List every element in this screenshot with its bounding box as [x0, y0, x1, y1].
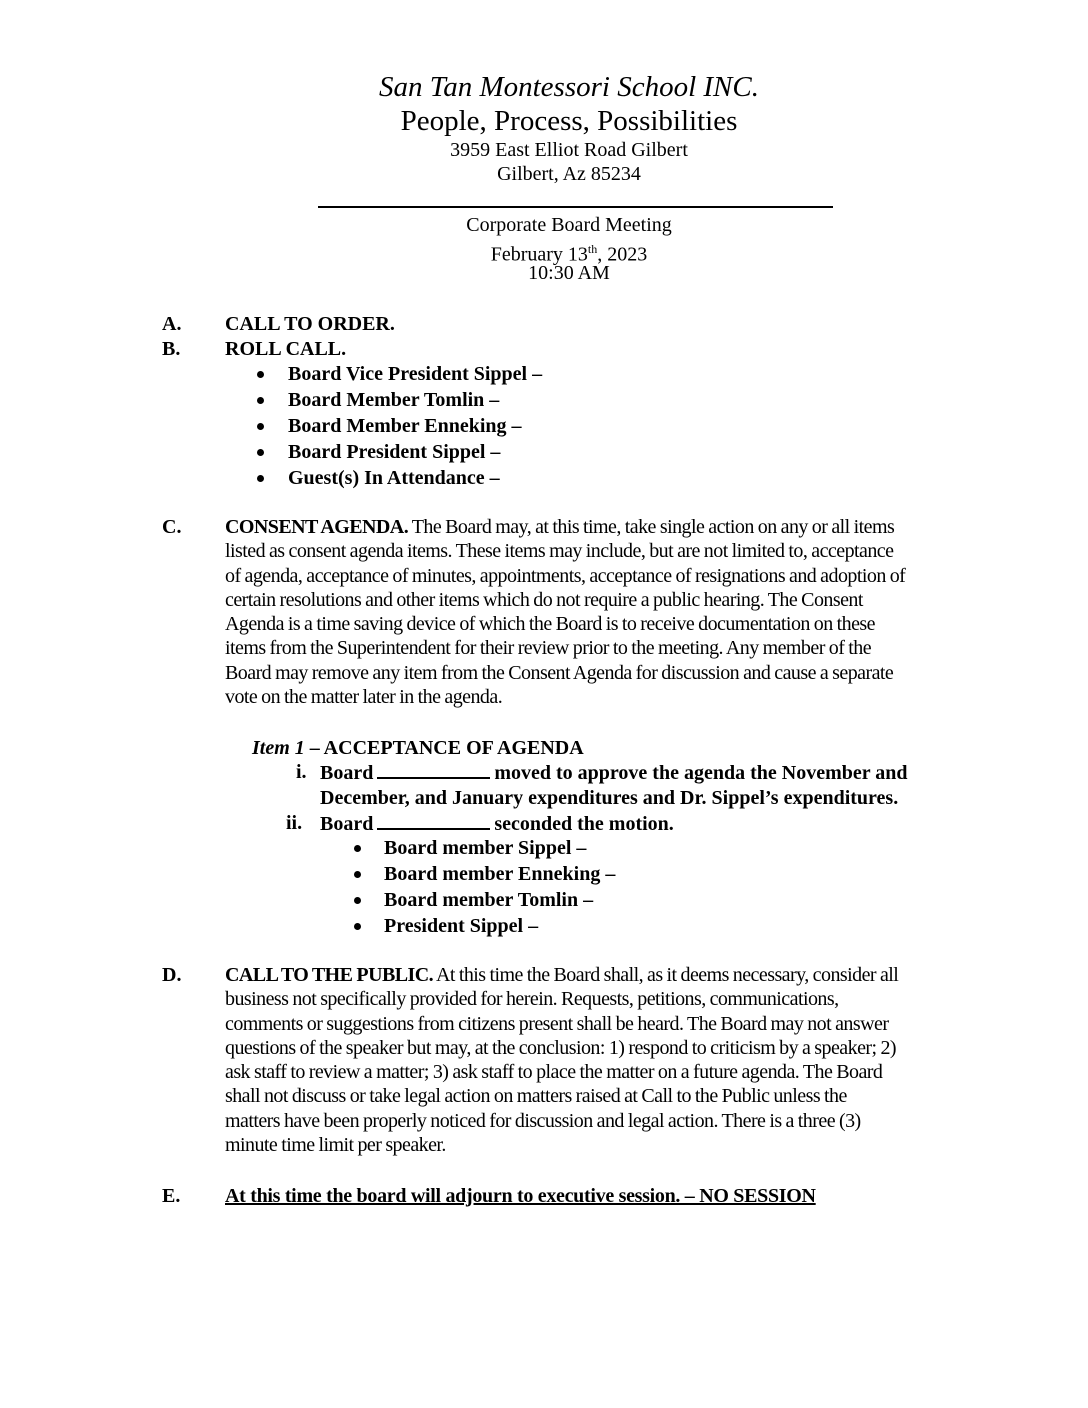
- meeting-date-prefix: February 13: [490, 243, 588, 266]
- bullet-icon: [257, 371, 264, 378]
- seconder-name-blank: [377, 810, 490, 830]
- motion-numeral: i.: [296, 761, 307, 783]
- section-e-title: At this time the board will adjourn to executive session. – NO SESSION: [225, 1185, 816, 1207]
- list-item: Board member Sippel –: [384, 835, 615, 861]
- bullet-icon: [354, 923, 361, 930]
- section-d-title: CALL TO THE PUBLIC.: [225, 964, 434, 986]
- section-c-letter: C.: [162, 516, 182, 538]
- section-a-letter: A.: [162, 313, 182, 335]
- bullet-icon: [354, 871, 361, 878]
- item-1-heading: [252, 736, 584, 760]
- address-line-2: Gilbert, Az 85234: [497, 163, 641, 185]
- bullet-icon: [257, 475, 264, 482]
- section-c-title: CONSENT AGENDA.: [225, 516, 409, 538]
- motion-line-1: Board moved to approve the agenda the November and: [320, 759, 908, 786]
- consent-agenda-paragraph: CONSENT AGENDA. The Board may, at this time, take single action on any or all items listed as consent agenda items. These items may include, but are not limited to, acceptance of agenda, acceptance of minutes, appointments, acceptance of resignations and adoption of certain resolutions and other items which do not require a public hearing. The Consent Agenda is a time saving device of which the Board is to receive documentation on these items from the Superintendent for their review prior to the meeting. Any member of the Board may remove any item from the Consent Agenda for discussion and cause a separate vote on the matter later in the agenda.: [225, 516, 906, 709]
- roll-call-list: [288, 361, 542, 491]
- meeting-date-ordinal: th: [587, 242, 598, 256]
- address-line-1: 3959 East Elliot Road Gilbert: [450, 139, 688, 161]
- list-item: Board Member Tomlin –: [288, 387, 542, 413]
- school-tagline: People, Process, Possibilities: [400, 105, 738, 137]
- call-to-public-paragraph: CALL TO THE PUBLIC. At this time the Board shall, as it deems necessary, consider all business not specifically provided for herein. Requests, petitions, communications, comments or suggestions from citizens present shall be heard. The Board may not answer questions of the speaker but may, at the conclusion: 1) respond to criticism by a speaker; 2) ask staff to review a matter; 3) ask staff to place the matter on a future agenda. The Board shall not discuss or take legal action on matters raised at Call to the Public unless the matters have been properly noticed for discussion and legal action. There is a three (3) minute time limit per speaker.: [225, 964, 899, 1157]
- header-divider: [318, 206, 833, 208]
- section-d-letter: D.: [162, 964, 182, 986]
- meeting-type: Corporate Board Meeting: [466, 214, 672, 236]
- item-1-title: – ACCEPTANCE OF AGENDA: [304, 737, 584, 759]
- second-numeral: ii.: [286, 812, 303, 834]
- bullet-icon: [354, 845, 361, 852]
- list-item: Board Vice President Sippel –: [288, 361, 542, 387]
- bullet-icon: [257, 397, 264, 404]
- list-item: President Sippel –: [384, 913, 615, 939]
- section-a-title: CALL TO ORDER.: [225, 313, 395, 335]
- list-item: Guest(s) In Attendance –: [288, 465, 542, 491]
- meeting-date-suffix: , 2023: [597, 243, 648, 266]
- list-item: Board member Enneking –: [384, 861, 615, 887]
- section-b-title: ROLL CALL.: [225, 338, 347, 360]
- list-item: Board Member Enneking –: [288, 413, 542, 439]
- section-e-letter: E.: [162, 1185, 181, 1207]
- meeting-time: 10:30 AM: [528, 262, 610, 284]
- item-1-label: Item 1: [252, 737, 305, 759]
- school-name: San Tan Montessori School INC.: [379, 71, 759, 103]
- bullet-icon: [257, 449, 264, 456]
- second-line: Board seconded the motion.: [320, 810, 674, 837]
- vote-list: [384, 835, 615, 939]
- motion-line-2: December, and January expenditures and Dr. Sippel’s expenditures.: [320, 787, 899, 809]
- bullet-icon: [354, 897, 361, 904]
- mover-name-blank: [377, 759, 490, 779]
- list-item: Board member Tomlin –: [384, 887, 615, 913]
- list-item: Board President Sippel –: [288, 439, 542, 465]
- bullet-icon: [257, 423, 264, 430]
- section-b-letter: B.: [162, 338, 181, 360]
